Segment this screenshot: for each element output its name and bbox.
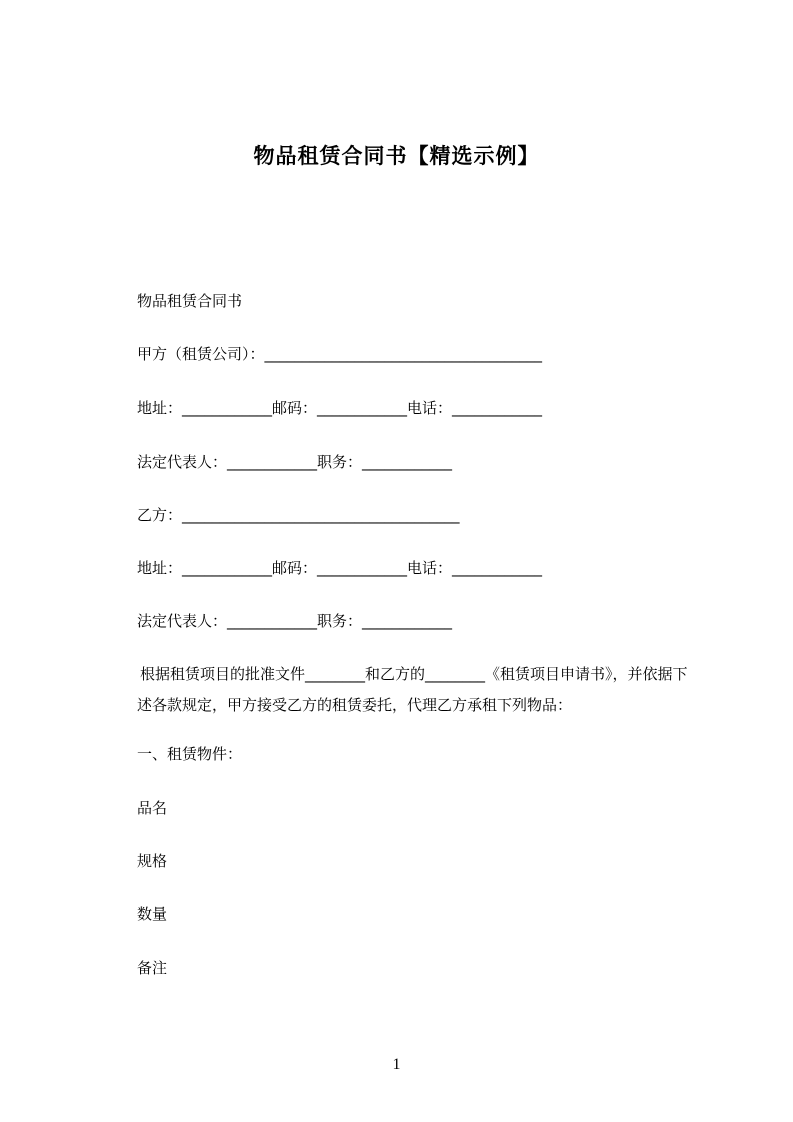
party-b-address-line: 地址：____________邮码：____________电话：____________ [137, 559, 543, 577]
item-remark-label: 备注 [137, 959, 168, 977]
party-a-representative-line: 法定代表人：____________职务：____________ [137, 453, 453, 471]
party-b-line: 乙方：_____________________________________ [137, 506, 460, 524]
intro-paragraph: 根据租赁项目的批准文件________和乙方的________《租赁项目申请书》，并依据下述各款规定，甲方接受乙方的租赁委托，代理乙方承租下列物品： [137, 665, 688, 714]
party-b-representative-line: 法定代表人：____________职务：____________ [137, 612, 453, 630]
page-title: 物品租赁合同书【精选示例】 [253, 144, 540, 168]
item-name-label: 品名 [137, 799, 168, 817]
party-a-line: 甲方（租赁公司）：_____________________________________ [137, 345, 543, 363]
item-quantity-label: 数量 [137, 905, 168, 923]
party-a-address-line: 地址：____________邮码：____________电话：____________ [137, 399, 543, 417]
page-number: 1 [392, 1056, 401, 1073]
item-spec-label: 规格 [137, 852, 168, 870]
section-1-heading: 一、租赁物件： [137, 745, 243, 763]
contract-subtitle: 物品租赁合同书 [137, 292, 243, 310]
